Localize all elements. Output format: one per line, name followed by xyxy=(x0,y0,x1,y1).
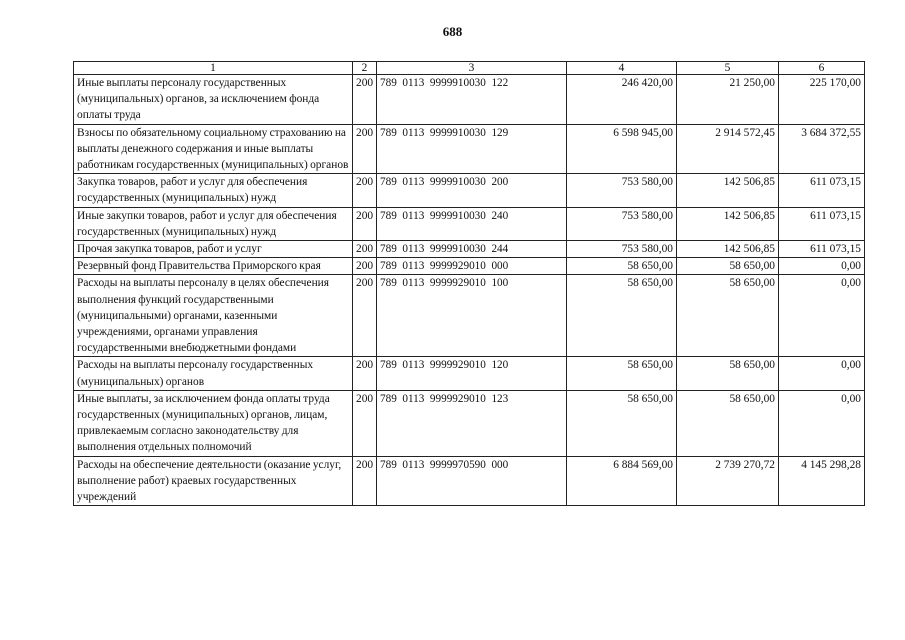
table-row xyxy=(74,124,865,174)
row-name: Расходы на обеспечение деятельности (оказание услуг, выполнение работ) краевых государственных учреждений xyxy=(74,456,353,506)
row-col2: 200 xyxy=(353,357,377,390)
row-amount-col6: 0,00 xyxy=(779,258,865,275)
row-amount-col4: 246 420,00 xyxy=(567,75,677,125)
row-name: Иные закупки товаров, работ и услуг для обеспечения государственных (муниципальных) нужд xyxy=(74,207,353,240)
row-name: Иные выплаты, за исключением фонда оплаты труда государственных (муниципальных) органов, лицам, привлекаемым согласно законодательству для выполнения отдельных полномочий xyxy=(74,390,353,456)
row-code: 789 0113 9999910030 200 xyxy=(377,174,567,207)
row-code: 789 0113 9999929010 120 xyxy=(377,357,567,390)
row-amount-col5: 58 650,00 xyxy=(677,390,779,456)
table-row xyxy=(74,174,865,207)
table-row xyxy=(74,275,865,357)
row-amount-col4: 6 884 569,00 xyxy=(567,456,677,506)
row-name: Взносы по обязательному социальному страхованию на выплаты денежного содержания и иные выплаты работникам государственных (муниципальных) органов xyxy=(74,124,353,174)
row-col2: 200 xyxy=(353,174,377,207)
row-code: 789 0113 9999910030 122 xyxy=(377,75,567,125)
row-amount-col6: 4 145 298,28 xyxy=(779,456,865,506)
table-row xyxy=(74,75,865,125)
row-amount-col5: 142 506,85 xyxy=(677,241,779,258)
row-name: Расходы на выплаты персоналу в целях обеспечения выполнения функций государственными (муниципальными) органами, казенными учреждениями, органами управления государственными внебюджетными фондами xyxy=(74,275,353,357)
row-col2: 200 xyxy=(353,258,377,275)
row-col2: 200 xyxy=(353,124,377,174)
row-code: 789 0113 9999970590 000 xyxy=(377,456,567,506)
row-code: 789 0113 9999929010 000 xyxy=(377,258,567,275)
row-amount-col4: 6 598 945,00 xyxy=(567,124,677,174)
row-amount-col4: 58 650,00 xyxy=(567,357,677,390)
header-col-2: 2 xyxy=(353,62,377,75)
row-col2: 200 xyxy=(353,390,377,456)
header-col-4: 4 xyxy=(567,62,677,75)
row-col2: 200 xyxy=(353,207,377,240)
header-row xyxy=(74,62,865,75)
row-amount-col4: 753 580,00 xyxy=(567,207,677,240)
row-amount-col5: 142 506,85 xyxy=(677,207,779,240)
row-col2: 200 xyxy=(353,241,377,258)
header-col-6: 6 xyxy=(779,62,865,75)
table-row xyxy=(74,207,865,240)
row-name: Иные выплаты персоналу государственных (муниципальных) органов, за исключением фонда оплаты труда xyxy=(74,75,353,125)
row-amount-col5: 2 914 572,45 xyxy=(677,124,779,174)
row-amount-col6: 0,00 xyxy=(779,275,865,357)
row-amount-col4: 58 650,00 xyxy=(567,390,677,456)
row-name: Расходы на выплаты персоналу государственных (муниципальных) органов xyxy=(74,357,353,390)
page-number: 688 xyxy=(442,24,463,39)
header-col-1: 1 xyxy=(74,62,353,75)
row-amount-col4: 58 650,00 xyxy=(567,275,677,357)
row-amount-col4: 753 580,00 xyxy=(567,241,677,258)
row-code: 789 0113 9999910030 244 xyxy=(377,241,567,258)
row-col2: 200 xyxy=(353,275,377,357)
row-amount-col5: 2 739 270,72 xyxy=(677,456,779,506)
row-amount-col6: 611 073,15 xyxy=(779,241,865,258)
row-amount-col4: 58 650,00 xyxy=(567,258,677,275)
row-amount-col5: 21 250,00 xyxy=(677,75,779,125)
table-row xyxy=(74,357,865,390)
table-row xyxy=(74,456,865,506)
row-amount-col5: 58 650,00 xyxy=(677,357,779,390)
row-amount-col4: 753 580,00 xyxy=(567,174,677,207)
header-col-5: 5 xyxy=(677,62,779,75)
header-col-3: 3 xyxy=(377,62,567,75)
row-code: 789 0113 9999910030 240 xyxy=(377,207,567,240)
row-amount-col5: 142 506,85 xyxy=(677,174,779,207)
budget-table xyxy=(73,61,865,506)
table-row xyxy=(74,390,865,456)
table-row xyxy=(74,241,865,258)
row-name: Закупка товаров, работ и услуг для обеспечения государственных (муниципальных) нужд xyxy=(74,174,353,207)
row-col2: 200 xyxy=(353,75,377,125)
row-amount-col5: 58 650,00 xyxy=(677,275,779,357)
row-code: 789 0113 9999910030 129 xyxy=(377,124,567,174)
row-code: 789 0113 9999929010 100 xyxy=(377,275,567,357)
row-amount-col5: 58 650,00 xyxy=(677,258,779,275)
row-amount-col6: 611 073,15 xyxy=(779,207,865,240)
row-name: Резервный фонд Правительства Приморского края xyxy=(74,258,353,275)
row-code: 789 0113 9999929010 123 xyxy=(377,390,567,456)
row-amount-col6: 611 073,15 xyxy=(779,174,865,207)
row-col2: 200 xyxy=(353,456,377,506)
row-amount-col6: 0,00 xyxy=(779,390,865,456)
row-name: Прочая закупка товаров, работ и услуг xyxy=(74,241,353,258)
row-amount-col6: 225 170,00 xyxy=(779,75,865,125)
row-amount-col6: 3 684 372,55 xyxy=(779,124,865,174)
table-row xyxy=(74,258,865,275)
row-amount-col6: 0,00 xyxy=(779,357,865,390)
